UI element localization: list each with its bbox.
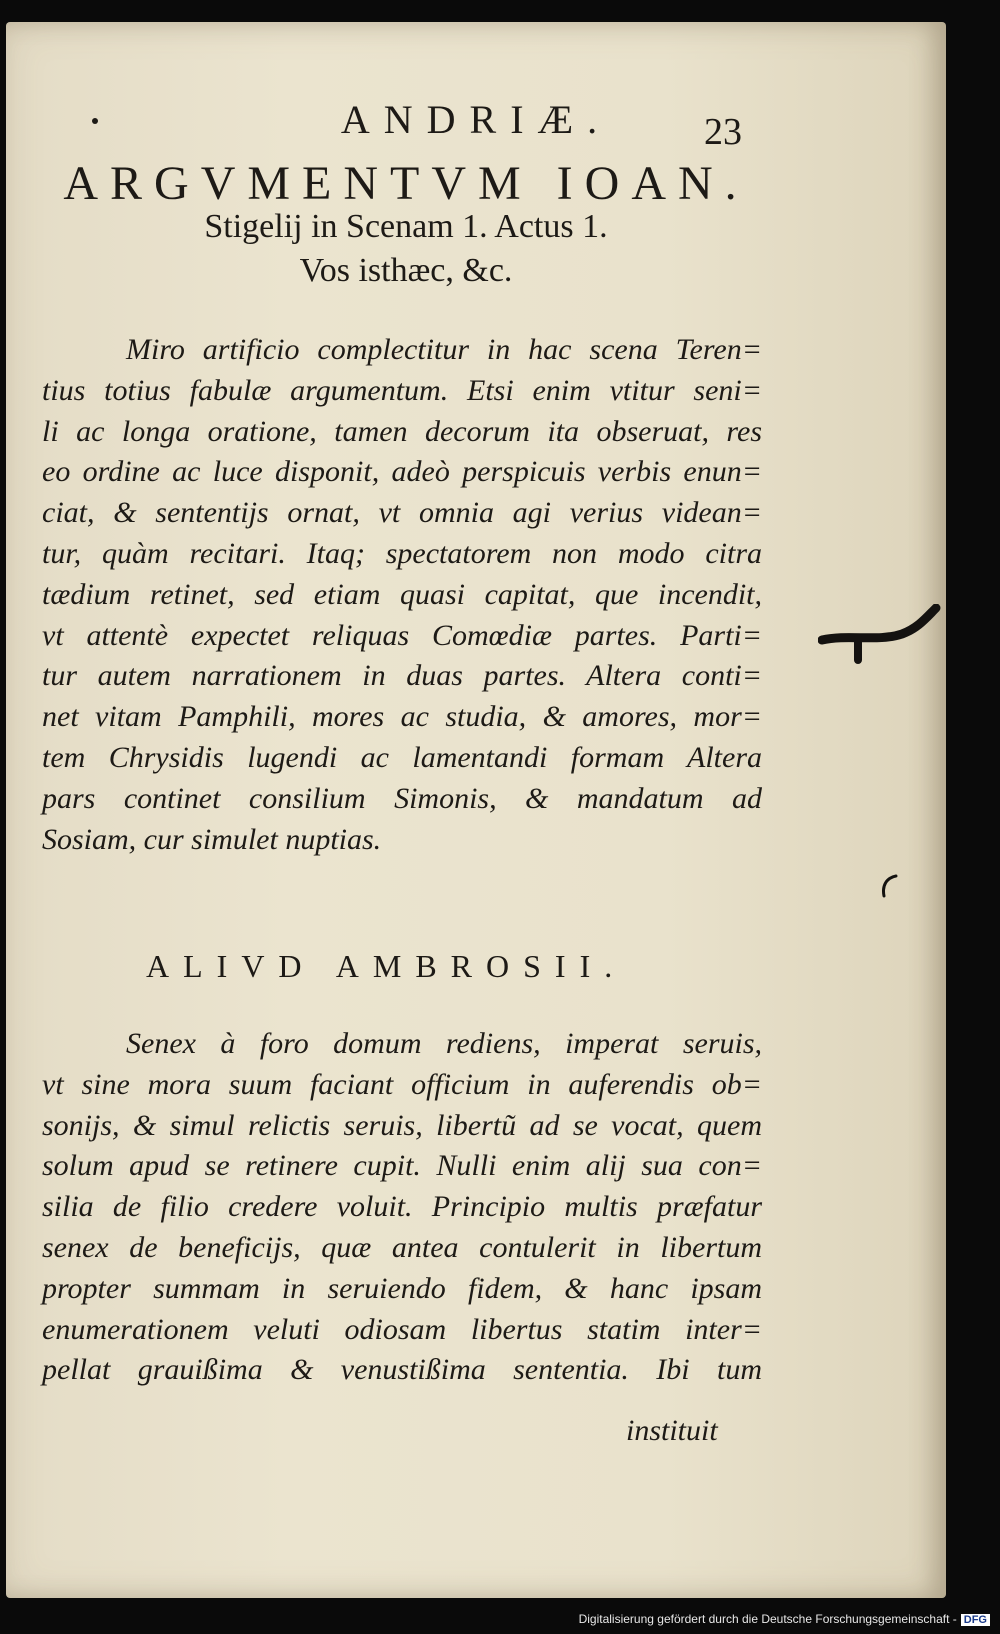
- text-line: tur, quàm recitari. Itaq; spectatorem non modo citra: [42, 536, 762, 570]
- ink-mark: [878, 872, 908, 902]
- footer-credit: [579, 1612, 990, 1626]
- dfg-logo: DFG: [961, 1614, 990, 1626]
- text-line: ciat, & sententijs ornat, vt omnia agi verius videan=: [42, 496, 762, 530]
- text-line: pellat grauißima & venustißima sententia. Ibi tum: [42, 1353, 762, 1387]
- text-line: net vitam Pamphili, mores ac studia, & amores, mor=: [42, 700, 762, 734]
- text-line: tius totius fabulæ argumentum. Etsi enim vtitur seni=: [42, 373, 762, 407]
- text-line: vt sine mora suum faciant officium in auferendis ob=: [42, 1067, 762, 1101]
- ink-bracket-mark: [818, 604, 948, 664]
- footer-text: Digitalisierung gefördert durch die Deutsche Forschungsgemeinschaft -: [578, 1612, 957, 1626]
- text-line: senex de beneficijs, quæ antea contulerit in libertum: [42, 1230, 762, 1264]
- text-line: pars continet consilium Simonis, & mandatum ad: [42, 781, 762, 815]
- running-head: ANDRIÆ.: [340, 97, 612, 142]
- text-line: vt attentè expectet reliquas Comœdiæ partes. Parti=: [42, 618, 762, 652]
- text-line: Miro artificio complectitur in hac scena Teren=: [126, 333, 762, 366]
- text-line: Sosiam, cur simulet nuptias.: [42, 822, 382, 856]
- book-page: [6, 22, 946, 1598]
- text-line: eo ordine ac luce disponit, adeò perspicuis verbis enun=: [42, 455, 762, 489]
- text-line: propter summam in seruiendo fidem, & hanc ipsam: [42, 1271, 762, 1305]
- text-line: tædium retinet, sed etiam quasi capitat, que incendit,: [42, 577, 762, 611]
- paragraph-1: [42, 330, 762, 860]
- text-line: tem Chrysidis lugendi ac lamentandi formam Altera: [42, 740, 762, 774]
- text-line: silia de filio credere voluit. Principio multis præfatur: [42, 1190, 762, 1224]
- page-number: 23: [704, 111, 742, 153]
- text-line: solum apud se retinere cupit. Nulli enim alij sua con=: [42, 1149, 762, 1183]
- subtitle-line-2: Vos isthæc, &c.: [299, 252, 513, 289]
- text-line: enumerationem veluti odiosam libertus statim inter=: [42, 1312, 762, 1346]
- text-line: sonijs, & simul relictis seruis, libertũ ad se vocat, quem: [42, 1108, 762, 1142]
- text-line: tur autem narrationem in duas partes. Altera conti=: [42, 659, 762, 693]
- page-title: ARGVMENTVM IOAN.: [63, 157, 749, 210]
- paragraph-2: [42, 1024, 762, 1391]
- subtitle-line-1: Stigelij in Scenam 1. Actus 1.: [204, 208, 608, 245]
- catchword: instituit: [626, 1414, 718, 1447]
- section-heading: ALIVD AMBROSII.: [146, 948, 627, 984]
- text-line: Senex à foro domum rediens, imperat seruis,: [126, 1027, 762, 1060]
- text-line: li ac longa oratione, tamen decorum ita obseruat, res: [42, 414, 762, 448]
